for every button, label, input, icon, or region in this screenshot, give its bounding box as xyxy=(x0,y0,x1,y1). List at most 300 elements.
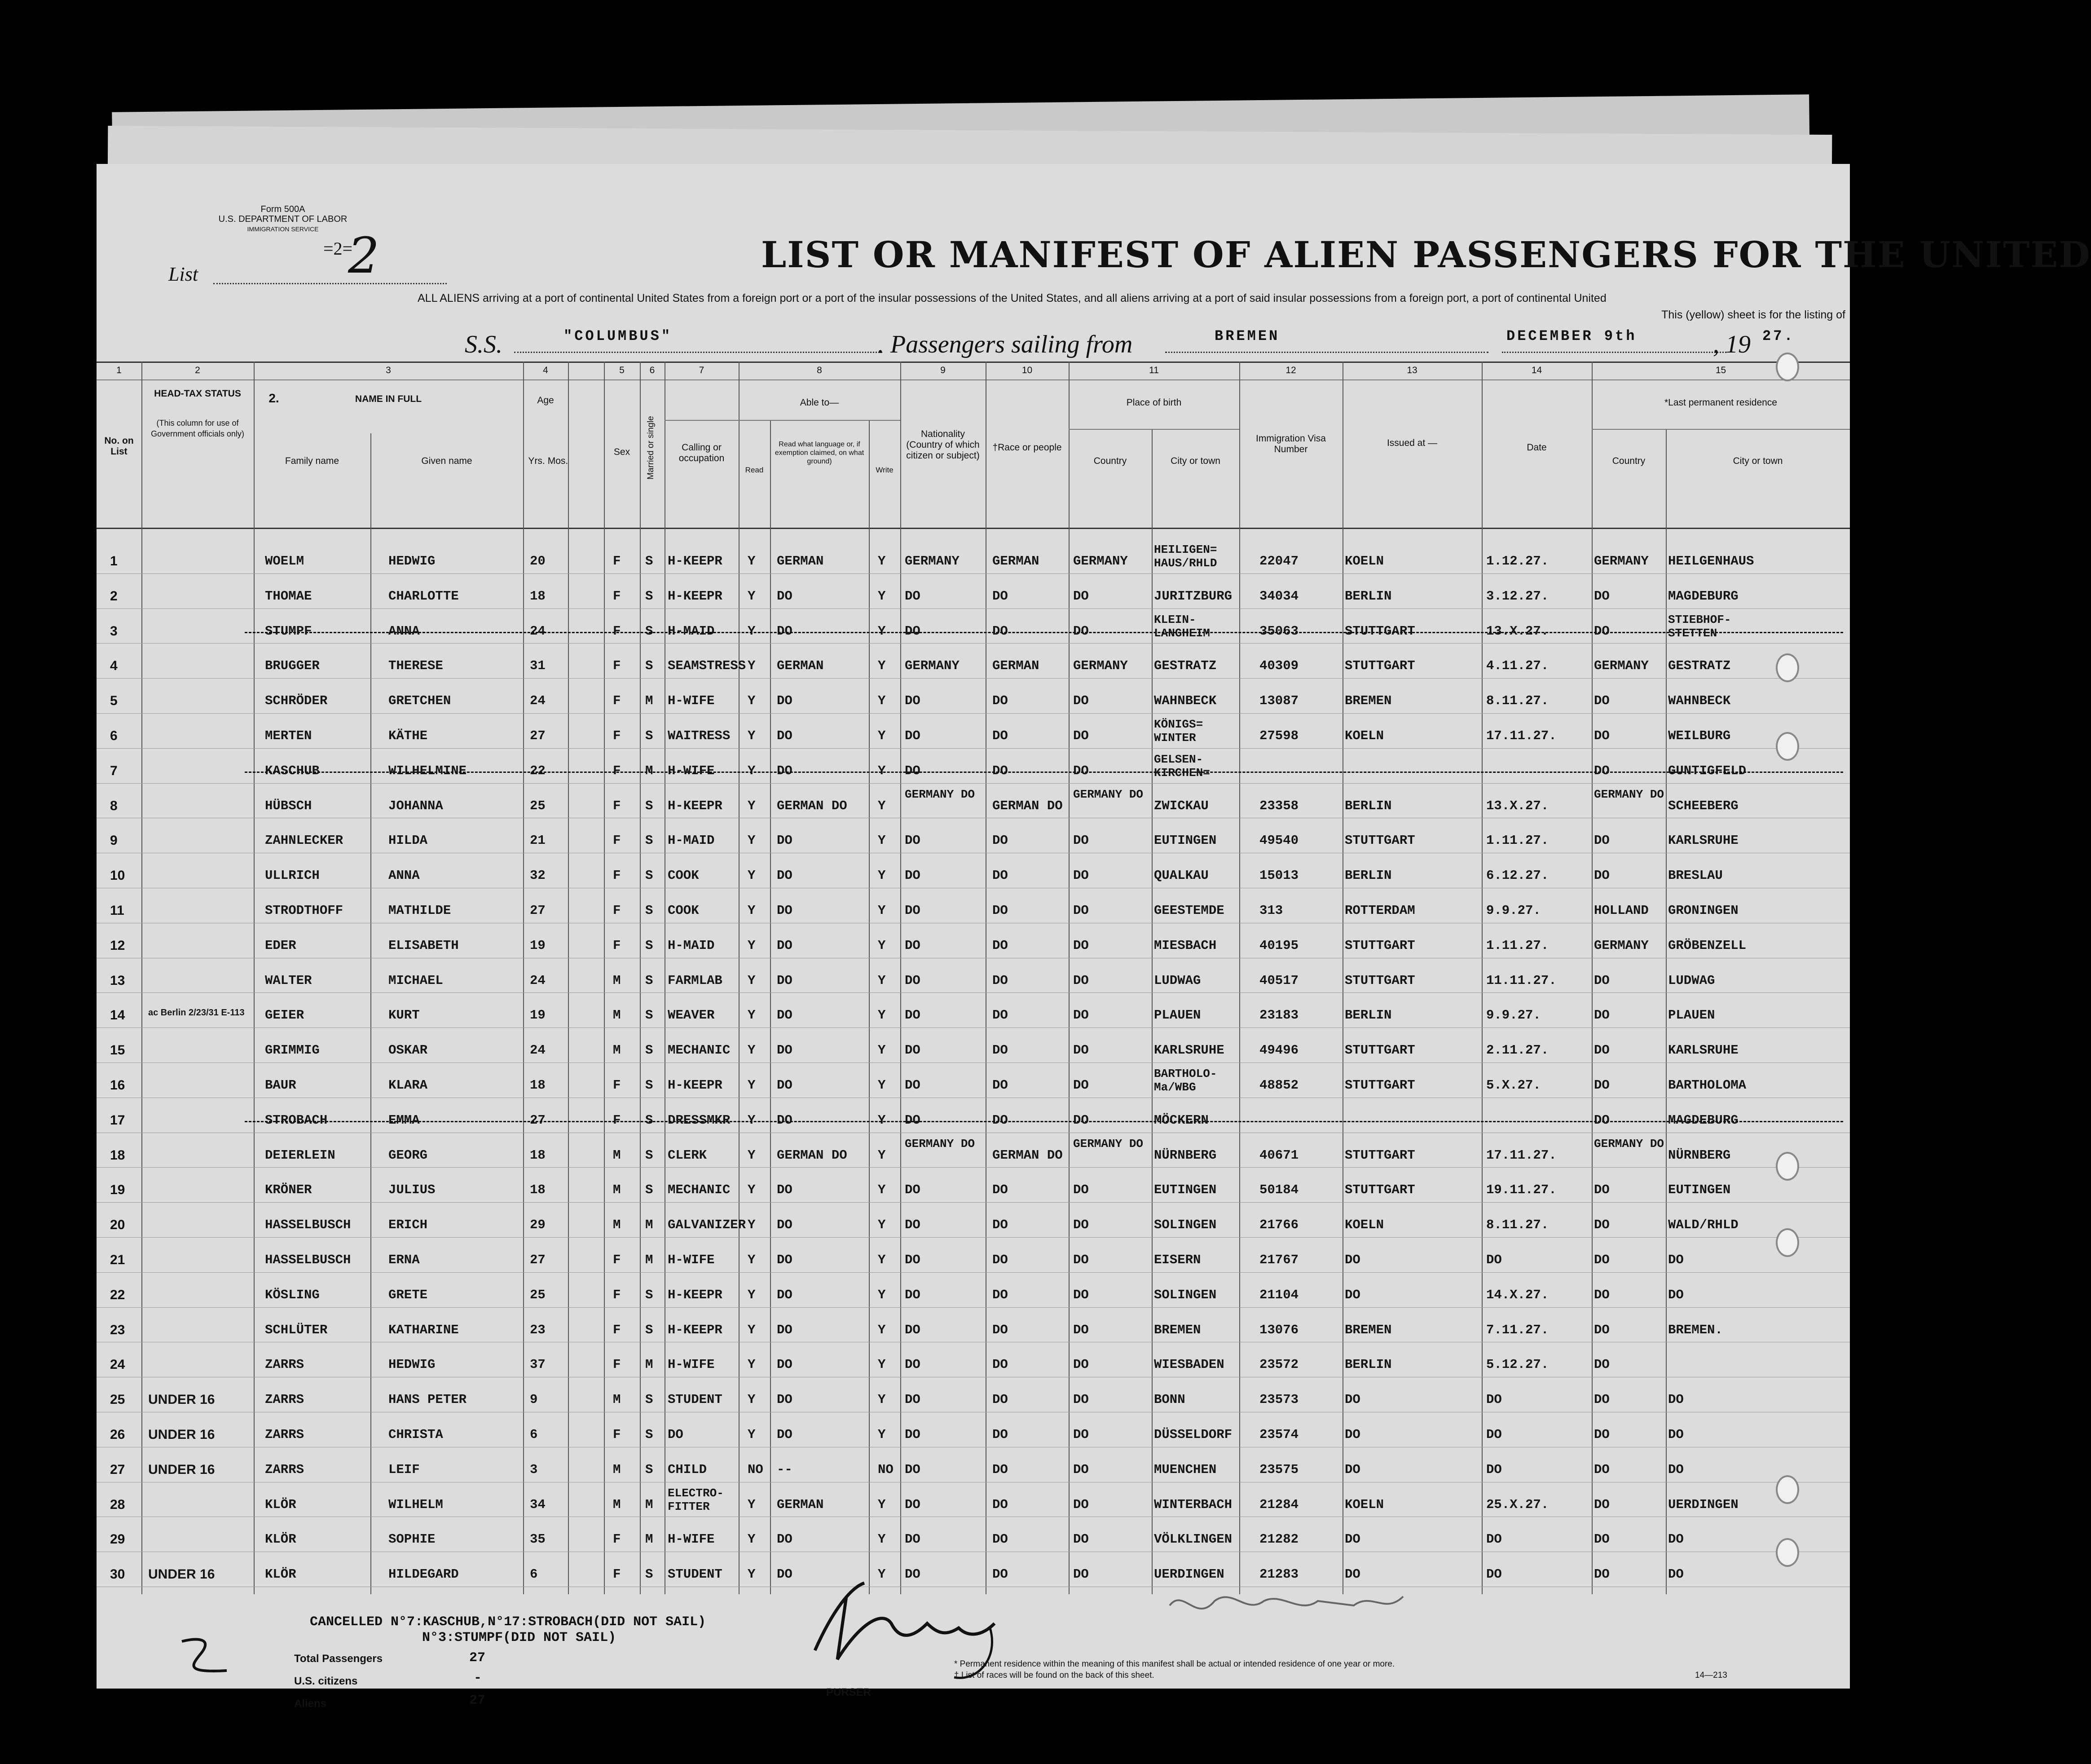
read: Y xyxy=(748,938,756,953)
birth-city: ZWICKAU xyxy=(1154,798,1209,813)
sex: F xyxy=(613,1112,621,1128)
race: DO xyxy=(992,973,1008,988)
residence-country: DO xyxy=(1594,1567,1610,1582)
row-number: 18 xyxy=(110,1147,125,1163)
issued-at: STUTTGART xyxy=(1345,938,1415,953)
row-number: 13 xyxy=(110,973,125,988)
residence-city: DO xyxy=(1668,1532,1684,1547)
visa-date: 13.X.27. xyxy=(1486,623,1549,639)
departure-year: 27. xyxy=(1762,328,1795,344)
given-name: CHARLOTTE xyxy=(388,588,459,604)
visa-number: 40671 xyxy=(1259,1147,1299,1163)
occupation: WAITRESS xyxy=(668,728,731,743)
write: Y xyxy=(878,938,886,953)
residence-country: DO xyxy=(1594,1182,1610,1198)
sex: F xyxy=(613,938,621,953)
residence-country: DO xyxy=(1594,1287,1610,1302)
family-name: HASSELBUSCH xyxy=(265,1252,351,1267)
birth-country: DO xyxy=(1073,1497,1089,1512)
family-name: MERTEN xyxy=(265,728,312,743)
binder-hole xyxy=(1776,1152,1799,1181)
read-language: DO xyxy=(777,1532,792,1547)
read-language: DO xyxy=(777,588,792,604)
row-number: 4 xyxy=(110,658,118,674)
issued-at: BERLIN xyxy=(1345,798,1392,813)
age: 24 xyxy=(530,693,546,709)
hdr-read: Read xyxy=(745,466,764,474)
visa-number: 49496 xyxy=(1259,1043,1299,1058)
read: Y xyxy=(748,1532,756,1547)
visa-number: 50184 xyxy=(1259,1182,1299,1198)
sex: F xyxy=(613,1532,621,1547)
residence-city: SCHEEBERG xyxy=(1668,798,1739,813)
birth-city: GEESTEMDE xyxy=(1154,903,1224,918)
marital-status: M xyxy=(645,1217,653,1233)
read: Y xyxy=(748,903,756,918)
birth-country: DO xyxy=(1073,623,1089,639)
visa-date: 5.12.27. xyxy=(1486,1357,1549,1372)
age: 37 xyxy=(530,1357,546,1372)
visa-number: 23358 xyxy=(1259,798,1299,813)
marital-status: M xyxy=(645,693,653,709)
read: Y xyxy=(748,1252,756,1267)
given-name: LEIF xyxy=(388,1462,420,1477)
birth-country: DO xyxy=(1073,728,1089,743)
sex: F xyxy=(613,833,621,848)
occupation: H-MAID xyxy=(668,938,715,953)
race: DO xyxy=(992,763,1008,778)
race: DO xyxy=(992,1462,1008,1477)
read-language: DO xyxy=(777,763,792,778)
marital-status: S xyxy=(645,1112,653,1128)
nationality: DO xyxy=(905,973,920,988)
residence-country: GERMANY xyxy=(1594,658,1649,674)
race: GERMAN xyxy=(992,658,1039,674)
handwritten-mark xyxy=(173,1632,245,1677)
write: Y xyxy=(878,1392,886,1407)
visa-number: 23572 xyxy=(1259,1357,1299,1372)
residence-city: HEILGENHAUS xyxy=(1668,554,1754,569)
manifest-page xyxy=(97,164,2091,1710)
birth-country: DO xyxy=(1073,588,1089,604)
hdr-visa: Immigration Visa Number xyxy=(1255,433,1326,454)
sex: F xyxy=(613,1287,621,1302)
row-number: 21 xyxy=(110,1252,125,1267)
hdr-able-to: Able to— xyxy=(800,397,839,408)
given-name: HEDWIG xyxy=(388,1357,436,1372)
nationality: DO xyxy=(905,623,920,639)
family-name: HASSELBUSCH xyxy=(265,1217,351,1233)
birth-city: WIESBADEN xyxy=(1154,1357,1224,1372)
sex: F xyxy=(613,903,621,918)
family-name: ZARRS xyxy=(265,1427,304,1442)
read-language: DO xyxy=(777,1043,792,1058)
visa-number: 23575 xyxy=(1259,1462,1299,1477)
occupation: H-MAID xyxy=(668,833,715,848)
issued-at: BERLIN xyxy=(1345,1357,1392,1372)
read-language: DO xyxy=(777,1252,792,1267)
given-name: HILDA xyxy=(388,833,428,848)
residence-country: DO xyxy=(1594,1497,1610,1512)
row-number: 14 xyxy=(110,1008,125,1023)
row-number: 26 xyxy=(110,1427,125,1442)
write: Y xyxy=(878,903,886,918)
issued-at: ROTTERDAM xyxy=(1345,903,1415,918)
family-name: ULLRICH xyxy=(265,868,320,883)
marital-status: S xyxy=(645,1392,653,1407)
residence-city: LUDWAG xyxy=(1668,973,1715,988)
family-name: WALTER xyxy=(265,973,312,988)
age: 35 xyxy=(530,1532,546,1547)
issued-at: STUTTGART xyxy=(1345,1043,1415,1058)
birth-city: JURITZBURG xyxy=(1154,588,1233,604)
race: DO xyxy=(992,1532,1008,1547)
birth-city: HEILIGEN= HAUS/RHLD xyxy=(1154,543,1217,570)
birth-city: WAHNBECK xyxy=(1154,693,1217,709)
row-number: 20 xyxy=(110,1217,125,1233)
write: Y xyxy=(878,1043,886,1058)
occupation: H-WIFE xyxy=(668,763,715,778)
year-prefix: , 19 xyxy=(1713,331,1751,358)
marital-status: S xyxy=(645,973,653,988)
occupation: H-WIFE xyxy=(668,693,715,709)
row-number: 22 xyxy=(110,1287,125,1302)
row-divider xyxy=(97,678,1850,679)
visa-date: 6.12.27. xyxy=(1486,868,1549,883)
age: 18 xyxy=(530,1078,546,1093)
hdr-head-tax-note: (This column for use of Government officials only) xyxy=(151,419,244,438)
family-name: THOMAE xyxy=(265,588,312,604)
nationality: DO xyxy=(905,1322,920,1337)
marital-status: S xyxy=(645,868,653,883)
col-num: 3 xyxy=(386,365,391,375)
given-name: OSKAR xyxy=(388,1043,428,1058)
birth-country: GERMANY DO xyxy=(1073,1137,1144,1151)
birth-city: VÖLKLINGEN xyxy=(1154,1532,1233,1547)
read-language: DO xyxy=(777,1322,792,1337)
nationality: DO xyxy=(905,763,920,778)
hdr-name-prefix: 2. xyxy=(269,391,279,405)
visa-date: 14.X.27. xyxy=(1486,1287,1549,1302)
occupation: SEAMSTRESS xyxy=(668,658,746,674)
residence-city: DO xyxy=(1668,1462,1684,1477)
read-language: DO xyxy=(777,833,792,848)
visa-date: 17.11.27. xyxy=(1486,728,1557,743)
head-tax-status: ac Berlin 2/23/31 E-113 xyxy=(148,1008,245,1018)
sex: M xyxy=(613,1182,621,1198)
sex: F xyxy=(613,1427,621,1442)
issued-at: STUTTGART xyxy=(1345,973,1415,988)
read-language: GERMAN DO xyxy=(777,798,847,813)
age: 9 xyxy=(530,1392,538,1407)
nationality: DO xyxy=(905,588,920,604)
purser-signature xyxy=(797,1570,1111,1686)
residence-city: DO xyxy=(1668,1427,1684,1442)
residence-city: BARTHOLOMA xyxy=(1668,1078,1747,1093)
visa-date: DO xyxy=(1486,1252,1502,1267)
marital-status: M xyxy=(645,1497,653,1512)
sex: M xyxy=(613,1462,621,1477)
residence-city: BRESLAU xyxy=(1668,868,1723,883)
residence-city: BREMEN. xyxy=(1668,1322,1723,1337)
write: Y xyxy=(878,693,886,709)
occupation: H-MAID xyxy=(668,623,715,639)
write: Y xyxy=(878,1287,886,1302)
nationality: DO xyxy=(905,1392,920,1407)
citizens-label: U.S. citizens xyxy=(294,1675,358,1687)
total-passengers: 27 xyxy=(469,1650,486,1666)
age: 27 xyxy=(530,1252,546,1267)
read: Y xyxy=(748,1078,756,1093)
row-divider xyxy=(97,573,1850,574)
residence-country: DO xyxy=(1594,1392,1610,1407)
family-name: EDER xyxy=(265,938,296,953)
read: Y xyxy=(748,658,756,674)
row-number: 12 xyxy=(110,938,125,953)
row-divider xyxy=(97,1237,1850,1238)
read: Y xyxy=(748,1567,756,1582)
given-name: MATHILDE xyxy=(388,903,451,918)
birth-country: DO xyxy=(1073,693,1089,709)
binder-hole xyxy=(1776,1538,1799,1567)
age: 19 xyxy=(530,938,546,953)
race: DO xyxy=(992,1322,1008,1337)
birth-country: DO xyxy=(1073,1182,1089,1198)
nationality: DO xyxy=(905,1357,920,1372)
residence-country: DO xyxy=(1594,623,1610,639)
hdr-age: Age xyxy=(537,395,554,406)
write: Y xyxy=(878,554,886,569)
cancelled-note-1: CANCELLED N°7:KASCHUB,N°17:STROBACH(DID NOT SAIL) xyxy=(310,1614,706,1630)
marital-status: S xyxy=(645,1043,653,1058)
col-num: 13 xyxy=(1407,365,1417,375)
birth-city: BARTHOLO- Ma/WBG xyxy=(1154,1067,1217,1094)
family-name: ZAHNLECKER xyxy=(265,833,343,848)
nationality: GERMANY xyxy=(905,554,960,569)
write: Y xyxy=(878,1182,886,1198)
occupation: MECHANIC xyxy=(668,1182,731,1198)
hdr-married: Married or single xyxy=(646,416,656,480)
read: Y xyxy=(748,623,756,639)
read: Y xyxy=(748,868,756,883)
sex: M xyxy=(613,1008,621,1023)
row-number: 19 xyxy=(110,1182,125,1198)
family-name: SCHLÜTER xyxy=(265,1322,328,1337)
row-number: 30 xyxy=(110,1567,125,1582)
row-number: 5 xyxy=(110,693,118,709)
marital-status: S xyxy=(645,658,653,674)
marital-status: S xyxy=(645,1147,653,1163)
race: DO xyxy=(992,938,1008,953)
issued-at: BERLIN xyxy=(1345,1008,1392,1023)
write: Y xyxy=(878,1217,886,1233)
read-language: DO xyxy=(777,1078,792,1093)
visa-number: 40517 xyxy=(1259,973,1299,988)
visa-date: 4.11.27. xyxy=(1486,658,1549,674)
visa-date: 7.11.27. xyxy=(1486,1322,1549,1337)
given-name: ELISABETH xyxy=(388,938,459,953)
birth-country: DO xyxy=(1073,1462,1089,1477)
race: DO xyxy=(992,1357,1008,1372)
marital-status: S xyxy=(645,833,653,848)
row-number: 27 xyxy=(110,1462,125,1477)
residence-country: HOLLAND xyxy=(1594,903,1649,918)
hdr-city: City or town xyxy=(1171,456,1220,466)
visa-date: DO xyxy=(1486,1462,1502,1477)
us-citizens: - xyxy=(474,1671,482,1686)
total-label: Total Passengers xyxy=(294,1653,383,1665)
family-name: BAUR xyxy=(265,1078,296,1093)
given-name: EMMA xyxy=(388,1112,420,1128)
nationality: DO xyxy=(905,1532,920,1547)
nationality: DO xyxy=(905,1567,920,1582)
given-name: THERESE xyxy=(388,658,443,674)
nationality: DO xyxy=(905,1287,920,1302)
birth-city: SOLINGEN xyxy=(1154,1287,1217,1302)
age: 23 xyxy=(530,1322,546,1337)
residence-country: DO xyxy=(1594,1322,1610,1337)
occupation: WEAVER xyxy=(668,1008,715,1023)
age: 21 xyxy=(530,833,546,848)
write: Y xyxy=(878,1532,886,1547)
aliens-count: 27 xyxy=(469,1693,486,1708)
form-code: 14—213 xyxy=(1695,1671,1727,1680)
occupation: CHILD xyxy=(668,1462,707,1477)
issued-at: BREMEN xyxy=(1345,693,1392,709)
marital-status: S xyxy=(645,938,653,953)
birth-country: DO xyxy=(1073,833,1089,848)
marital-status: M xyxy=(645,1532,653,1547)
occupation: H-KEEPR xyxy=(668,588,722,604)
sailing-label: . Passengers sailing from xyxy=(878,331,1133,358)
col-num: 8 xyxy=(817,365,822,375)
race: DO xyxy=(992,1078,1008,1093)
race: DO xyxy=(992,1182,1008,1198)
birth-country: DO xyxy=(1073,1427,1089,1442)
col-num: 4 xyxy=(543,365,548,375)
marital-status: M xyxy=(645,1252,653,1267)
issued-at: STUTTGART xyxy=(1345,623,1415,639)
age: 6 xyxy=(530,1427,538,1442)
family-name: ZARRS xyxy=(265,1357,304,1372)
age: 32 xyxy=(530,868,546,883)
residence-city: WEILBURG xyxy=(1668,728,1731,743)
residence-country: GERMANY DO xyxy=(1594,787,1664,801)
binder-hole xyxy=(1776,1475,1799,1504)
issued-at: BERLIN xyxy=(1345,588,1392,604)
read: Y xyxy=(748,1392,756,1407)
visa-number: 23574 xyxy=(1259,1427,1299,1442)
race: GERMAN DO xyxy=(992,1147,1063,1163)
ship-name: "COLUMBUS" xyxy=(563,328,673,344)
residence-city: GUNTIGFELD xyxy=(1668,763,1747,778)
age: 6 xyxy=(530,1567,538,1582)
read: Y xyxy=(748,1043,756,1058)
residence-city: KARLSRUHE xyxy=(1668,833,1739,848)
cancelled-strike-line xyxy=(245,632,1843,633)
race: DO xyxy=(992,693,1008,709)
age: 24 xyxy=(530,973,546,988)
hdr-given-name: Given name xyxy=(421,456,472,466)
read: Y xyxy=(748,693,756,709)
birth-city: DÜSSELDORF xyxy=(1154,1427,1233,1442)
footnote-residence: * Permanent residence within the meaning of this manifest shall be actual or intended residence of one year or more. xyxy=(954,1659,1395,1669)
read-language: DO xyxy=(777,1287,792,1302)
visa-date: 3.12.27. xyxy=(1486,588,1549,604)
birth-country: DO xyxy=(1073,973,1089,988)
hdr-no-on-list: No. on List xyxy=(104,436,134,457)
sex: F xyxy=(613,763,621,778)
read: Y xyxy=(748,763,756,778)
occupation: H-KEEPR xyxy=(668,1287,722,1302)
col-num: 2 xyxy=(195,365,200,375)
head-tax-status: UNDER 16 xyxy=(148,1427,215,1442)
family-name: KASCHUB xyxy=(265,763,320,778)
visa-date: 13.X.27. xyxy=(1486,798,1549,813)
read-language: DO xyxy=(777,1427,792,1442)
birth-city: KLEIN- LANGHEIM xyxy=(1154,613,1210,640)
row-divider xyxy=(97,992,1850,993)
family-name: KLÖR xyxy=(265,1567,296,1582)
row-number: 28 xyxy=(110,1497,125,1512)
age: 27 xyxy=(530,903,546,918)
read: Y xyxy=(748,833,756,848)
sex: F xyxy=(613,1252,621,1267)
read-language: DO xyxy=(777,1217,792,1233)
page-title: LIST OR MANIFEST OF ALIEN PASSENGERS FOR THE UNITED xyxy=(761,234,2091,276)
birth-city: BONN xyxy=(1154,1392,1185,1407)
write: Y xyxy=(878,973,886,988)
sex: F xyxy=(613,1322,621,1337)
visa-date: 25.X.27. xyxy=(1486,1497,1549,1512)
row-number: 17 xyxy=(110,1112,125,1128)
age: 34 xyxy=(530,1497,546,1512)
family-name: STRODTHOFF xyxy=(265,903,343,918)
visa-number: 21766 xyxy=(1259,1217,1299,1233)
residence-country: DO xyxy=(1594,763,1610,778)
marital-status: S xyxy=(645,1182,653,1198)
nationality: GERMANY DO xyxy=(905,787,975,801)
issued-at: DO xyxy=(1345,1427,1360,1442)
sex: F xyxy=(613,588,621,604)
list-number-typed: =2= xyxy=(323,238,353,259)
family-name: KRÖNER xyxy=(265,1182,312,1198)
write: Y xyxy=(878,1497,886,1512)
issued-at: BREMEN xyxy=(1345,1322,1392,1337)
marital-status: S xyxy=(645,1462,653,1477)
hdr-last-residence: *Last permanent residence xyxy=(1664,397,1777,408)
sex: M xyxy=(613,1497,621,1512)
given-name: WILHELMINE xyxy=(388,763,467,778)
birth-city: WINTERBACH xyxy=(1154,1497,1233,1512)
birth-country: DO xyxy=(1073,938,1089,953)
cancelled-note-2: N°3:STUMPF(DID NOT SAIL) xyxy=(422,1630,616,1645)
residence-country: DO xyxy=(1594,1043,1610,1058)
sex: F xyxy=(613,1357,621,1372)
nationality: DO xyxy=(905,1008,920,1023)
issued-at: STUTTGART xyxy=(1345,658,1415,674)
hdr-nationality: Nationality (Country of which citizen or subject) xyxy=(906,429,980,461)
hdr-mos: Mos. xyxy=(547,456,568,466)
sex: F xyxy=(613,728,621,743)
race: DO xyxy=(992,728,1008,743)
given-name: ERICH xyxy=(388,1217,428,1233)
given-name: ANNA xyxy=(388,623,420,639)
row-number: 24 xyxy=(110,1357,125,1372)
read-language: GERMAN xyxy=(777,554,824,569)
family-name: STROBACH xyxy=(265,1112,328,1128)
residence-country: DO xyxy=(1594,1357,1610,1372)
